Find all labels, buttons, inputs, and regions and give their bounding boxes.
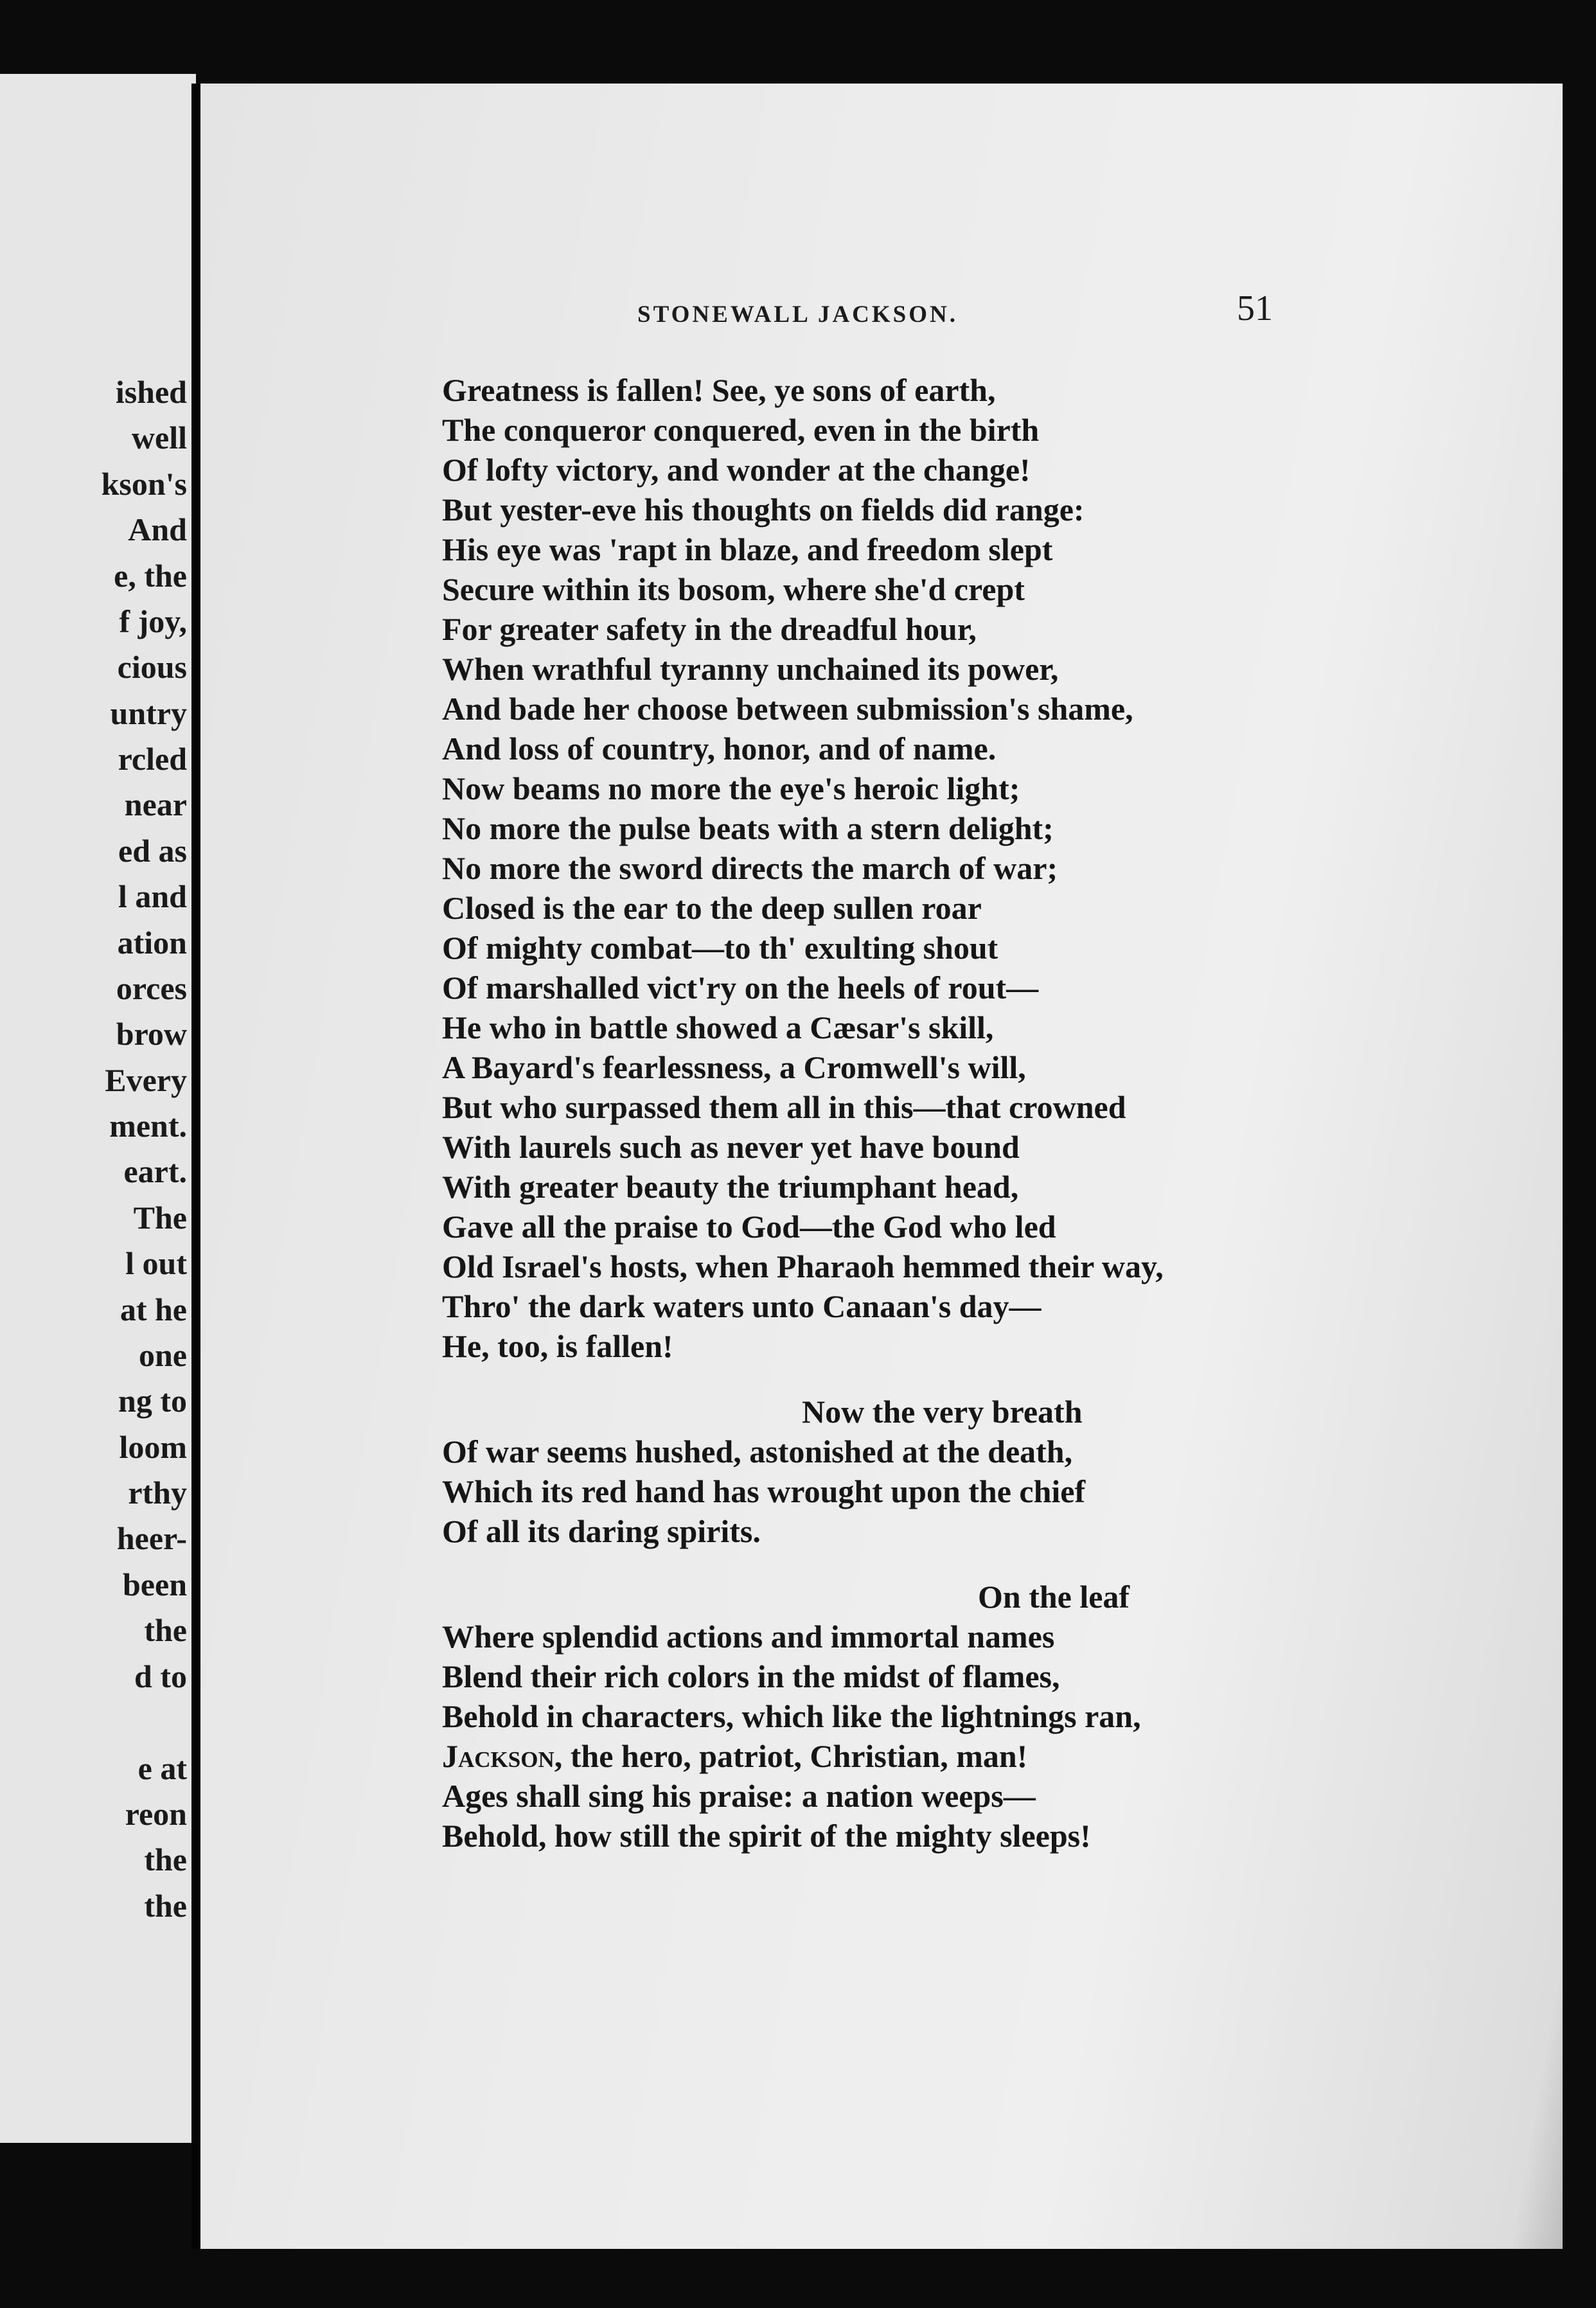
right-page bbox=[191, 84, 1563, 2249]
poem-line: Of marshalled vict'ry on the heels of rout— bbox=[442, 970, 1039, 1006]
left-page-fragment: reon bbox=[125, 1796, 187, 1832]
poem-line bbox=[442, 1740, 1027, 1772]
poem-line: Of lofty victory, and wonder at the change! bbox=[442, 452, 1031, 488]
poem-line: With greater beauty the triumphant head, bbox=[442, 1169, 1019, 1205]
left-page-fragment: brow bbox=[116, 1016, 187, 1052]
poem-line: The conqueror conquered, even in the birth bbox=[442, 412, 1040, 448]
left-page-fragment: ment. bbox=[109, 1108, 187, 1144]
poem-line: Secure within its bosom, where she'd crept bbox=[442, 571, 1025, 607]
poem-line: Behold in characters, which like the lightnings ran, bbox=[442, 1698, 1141, 1734]
left-page-fragment: rthy bbox=[128, 1475, 187, 1511]
poem-line: Now beams no more the eye's heroic light; bbox=[442, 770, 1020, 806]
poem-line: Now the very breath bbox=[802, 1394, 1083, 1430]
left-page-fragment: ng to bbox=[118, 1383, 187, 1419]
left-page-fragment: And bbox=[128, 511, 187, 547]
poem-line-rest: , the hero, patriot, Christian, man! bbox=[554, 1738, 1028, 1774]
poem-line: For greater safety in the dreadful hour, bbox=[442, 611, 977, 647]
poem-line: A Bayard's fearlessness, a Cromwell's will, bbox=[442, 1049, 1026, 1085]
left-page-fragment: ation bbox=[117, 925, 187, 961]
left-page-fragment: e, the bbox=[114, 558, 187, 594]
poem-line: No more the pulse beats with a stern delight; bbox=[442, 810, 1054, 846]
running-title: STONEWALL JACKSON. bbox=[637, 301, 958, 328]
poem-line: Blend their rich colors in the midst of flames, bbox=[442, 1658, 1060, 1694]
poem-line: He, too, is fallen! bbox=[442, 1328, 673, 1364]
poem-line: But who surpassed them all in this—that crowned bbox=[442, 1089, 1126, 1125]
left-page-fragment: near bbox=[124, 786, 187, 822]
left-page-fragment: the bbox=[144, 1612, 187, 1648]
left-page-fragment: well bbox=[131, 420, 187, 456]
left-page-fragment: ed as bbox=[118, 833, 187, 869]
page-number: 51 bbox=[1237, 288, 1273, 328]
left-page-fragment: orces bbox=[116, 970, 187, 1006]
left-page-fragment: the bbox=[144, 1842, 187, 1877]
left-page-edge bbox=[0, 74, 196, 2143]
poem-line: Gave all the praise to God—the God who led bbox=[442, 1209, 1056, 1245]
left-page-fragment: The bbox=[133, 1200, 187, 1236]
poem-line: His eye was 'rapt in blaze, and freedom slept bbox=[442, 531, 1053, 567]
poem-line: Of all its daring spirits. bbox=[442, 1513, 761, 1549]
left-page-fragment: the bbox=[144, 1888, 187, 1924]
poem-line: Old Israel's hosts, when Pharaoh hemmed their way, bbox=[442, 1248, 1164, 1284]
left-page-fragment: l and bbox=[118, 878, 187, 914]
left-page-fragment: eart. bbox=[123, 1153, 187, 1189]
left-page-fragment: d to bbox=[134, 1658, 187, 1694]
left-page-fragment: rcled bbox=[118, 741, 187, 777]
poem-line: Where splendid actions and immortal names bbox=[442, 1619, 1055, 1655]
poem-line: He who in battle showed a Cæsar's skill, bbox=[442, 1009, 994, 1045]
poem-line: On the leaf bbox=[978, 1579, 1130, 1615]
poem-line: Thro' the dark waters unto Canaan's day— bbox=[442, 1288, 1042, 1324]
left-page-fragment: heer- bbox=[116, 1520, 187, 1556]
left-page-fragment: untry bbox=[110, 695, 187, 731]
left-page-fragment: l out bbox=[125, 1245, 187, 1281]
poem-line: And bade her choose between submission's shame, bbox=[442, 691, 1133, 727]
left-page-fragment: loom bbox=[119, 1429, 187, 1465]
poem-line: No more the sword directs the march of war; bbox=[442, 850, 1058, 886]
poem-line: With laurels such as never yet have bound bbox=[442, 1129, 1020, 1165]
poem-line: Behold, how still the spirit of the mighty sleeps! bbox=[442, 1818, 1091, 1854]
poem-line: When wrathful tyranny unchained its power, bbox=[442, 651, 1059, 687]
left-page-fragment: one bbox=[139, 1337, 187, 1373]
left-page-fragment: been bbox=[123, 1567, 187, 1602]
poem-line: Closed is the ear to the deep sullen roar bbox=[442, 890, 982, 926]
left-page-fragment: f joy, bbox=[119, 603, 187, 639]
poem-line: Ages shall sing his praise: a nation weeps— bbox=[442, 1778, 1036, 1814]
poem-line: Which its red hand has wrought upon the chief bbox=[442, 1473, 1086, 1509]
left-page-fragment: at he bbox=[120, 1292, 187, 1327]
poem-line: Of mighty combat—to th' exulting shout bbox=[442, 930, 998, 966]
poem-line: And loss of country, honor, and of name. bbox=[442, 731, 997, 767]
poem-line: Of war seems hushed, astonished at the death, bbox=[442, 1434, 1073, 1469]
left-page-fragment: ished bbox=[115, 374, 187, 410]
poem-line: But yester-eve his thoughts on fields did range: bbox=[442, 492, 1085, 528]
left-page-fragment: Every bbox=[105, 1062, 187, 1098]
left-page-fragment: cious bbox=[117, 649, 187, 685]
poem-line: Greatness is fallen! See, ye sons of earth, bbox=[442, 372, 996, 408]
left-page-fragment: kson's bbox=[101, 466, 187, 502]
left-page-fragment: e at bbox=[137, 1750, 187, 1786]
hero-name: Jackson bbox=[442, 1738, 554, 1774]
